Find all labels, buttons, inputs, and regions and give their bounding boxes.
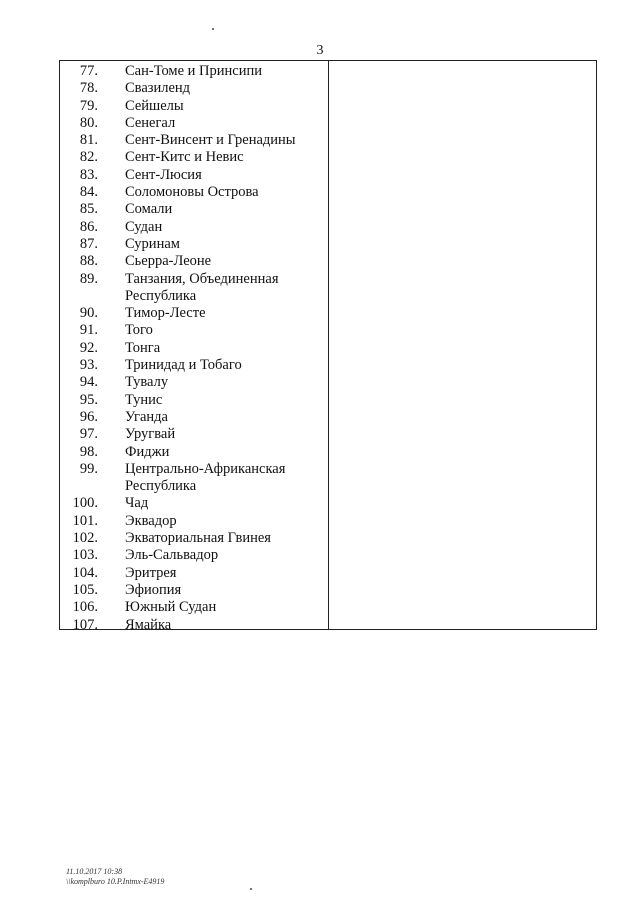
- table-row: [60, 392, 328, 409]
- row-number: 105.: [72, 581, 98, 598]
- country-name: Свазиленд: [125, 80, 191, 97]
- row-number: 78.: [79, 80, 98, 97]
- table-row: [60, 305, 328, 322]
- row-number: 87.: [79, 235, 98, 252]
- row-number: 84.: [79, 184, 98, 201]
- country-name: Судан: [125, 218, 163, 235]
- table-row: [60, 167, 328, 184]
- row-number: 82.: [79, 149, 98, 166]
- country-name: Ямайка: [125, 616, 172, 633]
- row-number: 100.: [72, 495, 98, 512]
- column-divider: [328, 61, 329, 629]
- table-row: [60, 547, 328, 564]
- country-name: Эфиопия: [125, 581, 182, 598]
- table-row: [60, 184, 328, 201]
- table-row: [60, 444, 328, 461]
- country-name: Южный Судан: [125, 599, 217, 616]
- table-row: [60, 565, 328, 582]
- scan-speck: [250, 888, 252, 890]
- table-row: [60, 599, 328, 616]
- country-name: Сан-Томе и Принсипи: [125, 63, 263, 79]
- country-name: Эль-Сальвадор: [125, 547, 219, 564]
- row-number: 90.: [79, 305, 98, 322]
- print-timestamp: 11.10.2017 10:38: [66, 867, 123, 876]
- country-name: Сейшелы: [125, 97, 184, 114]
- row-number: 93.: [79, 357, 98, 374]
- row-number: 80.: [79, 114, 98, 131]
- country-name: Суринам: [125, 235, 180, 252]
- row-number: 96.: [79, 408, 98, 425]
- table-row: [60, 236, 328, 253]
- scan-speck: [212, 28, 214, 30]
- print-footer: [66, 867, 164, 887]
- row-number: 79.: [79, 97, 98, 114]
- table-row: [60, 253, 328, 270]
- table-row: [60, 530, 328, 547]
- table-row: [60, 271, 328, 306]
- country-name: Тимор-Лесте: [125, 305, 206, 322]
- table-row: [60, 80, 328, 97]
- country-name: Танзания, Объединенная Республика: [125, 270, 279, 304]
- row-number: 88.: [79, 253, 98, 270]
- country-name: Чад: [125, 495, 149, 512]
- table-row: [60, 357, 328, 374]
- page-number: 3: [316, 43, 324, 58]
- row-number: 85.: [79, 201, 98, 218]
- country-name: Фиджи: [125, 443, 170, 460]
- table-row: [60, 409, 328, 426]
- table-row: [60, 149, 328, 166]
- row-number: 99.: [79, 460, 98, 477]
- table-row: [60, 322, 328, 339]
- table-row: [60, 219, 328, 236]
- row-number: 91.: [79, 322, 98, 339]
- table-row: [60, 98, 328, 115]
- row-number: 102.: [72, 530, 98, 547]
- country-name: Сент-Люсия: [125, 166, 202, 183]
- table-row: [60, 201, 328, 218]
- print-path: \\komplburo 10.P.Intmx-E4919: [66, 877, 165, 886]
- table-row: [60, 426, 328, 443]
- table-row: [60, 374, 328, 391]
- country-name: Сент-Винсент и Гренадины: [125, 132, 296, 149]
- country-name: Уганда: [125, 408, 168, 425]
- row-number: 89.: [79, 270, 98, 287]
- table-row: [60, 340, 328, 357]
- row-number: 92.: [79, 339, 98, 356]
- country-name: Того: [125, 322, 153, 339]
- country-name: Тонга: [125, 339, 161, 356]
- row-number: 104.: [72, 564, 98, 581]
- table-row: [60, 513, 328, 530]
- country-name: Тринидад и Тобаго: [125, 357, 242, 374]
- row-number: 103.: [72, 547, 98, 564]
- country-name: Эквадор: [125, 512, 177, 529]
- country-name: Сьерра-Леоне: [125, 253, 212, 270]
- country-name: Сомали: [125, 201, 173, 218]
- country-list: [60, 63, 328, 634]
- country-name: Тунис: [125, 391, 163, 408]
- row-number: 94.: [79, 374, 98, 391]
- country-name: Тувалу: [125, 374, 169, 391]
- table-row: [60, 617, 328, 634]
- table-row: [60, 582, 328, 599]
- table-row: [60, 461, 328, 496]
- row-number: 81.: [79, 132, 98, 149]
- country-name: Центрально-Африканская Республика: [125, 460, 286, 495]
- row-number: 106.: [72, 599, 98, 616]
- table-row: [60, 495, 328, 512]
- country-name: Сенегал: [125, 114, 176, 131]
- country-name: Уругвай: [125, 426, 176, 443]
- row-number: 83.: [79, 166, 98, 183]
- table-row: [60, 115, 328, 132]
- country-name: Экваториальная Гвинея: [125, 530, 271, 547]
- table-row: [60, 132, 328, 149]
- row-number: 107.: [72, 616, 98, 633]
- row-number: 77.: [79, 63, 98, 79]
- country-name: Соломоновы Острова: [125, 184, 259, 201]
- country-name: Эритрея: [125, 564, 177, 581]
- row-number: 101.: [72, 512, 98, 529]
- table-row: [60, 63, 328, 80]
- row-number: 95.: [79, 391, 98, 408]
- country-table: [59, 60, 597, 633]
- row-number: 97.: [79, 426, 98, 443]
- row-number: 86.: [79, 218, 98, 235]
- row-number: 98.: [79, 443, 98, 460]
- country-name: Сент-Китс и Невис: [125, 149, 244, 166]
